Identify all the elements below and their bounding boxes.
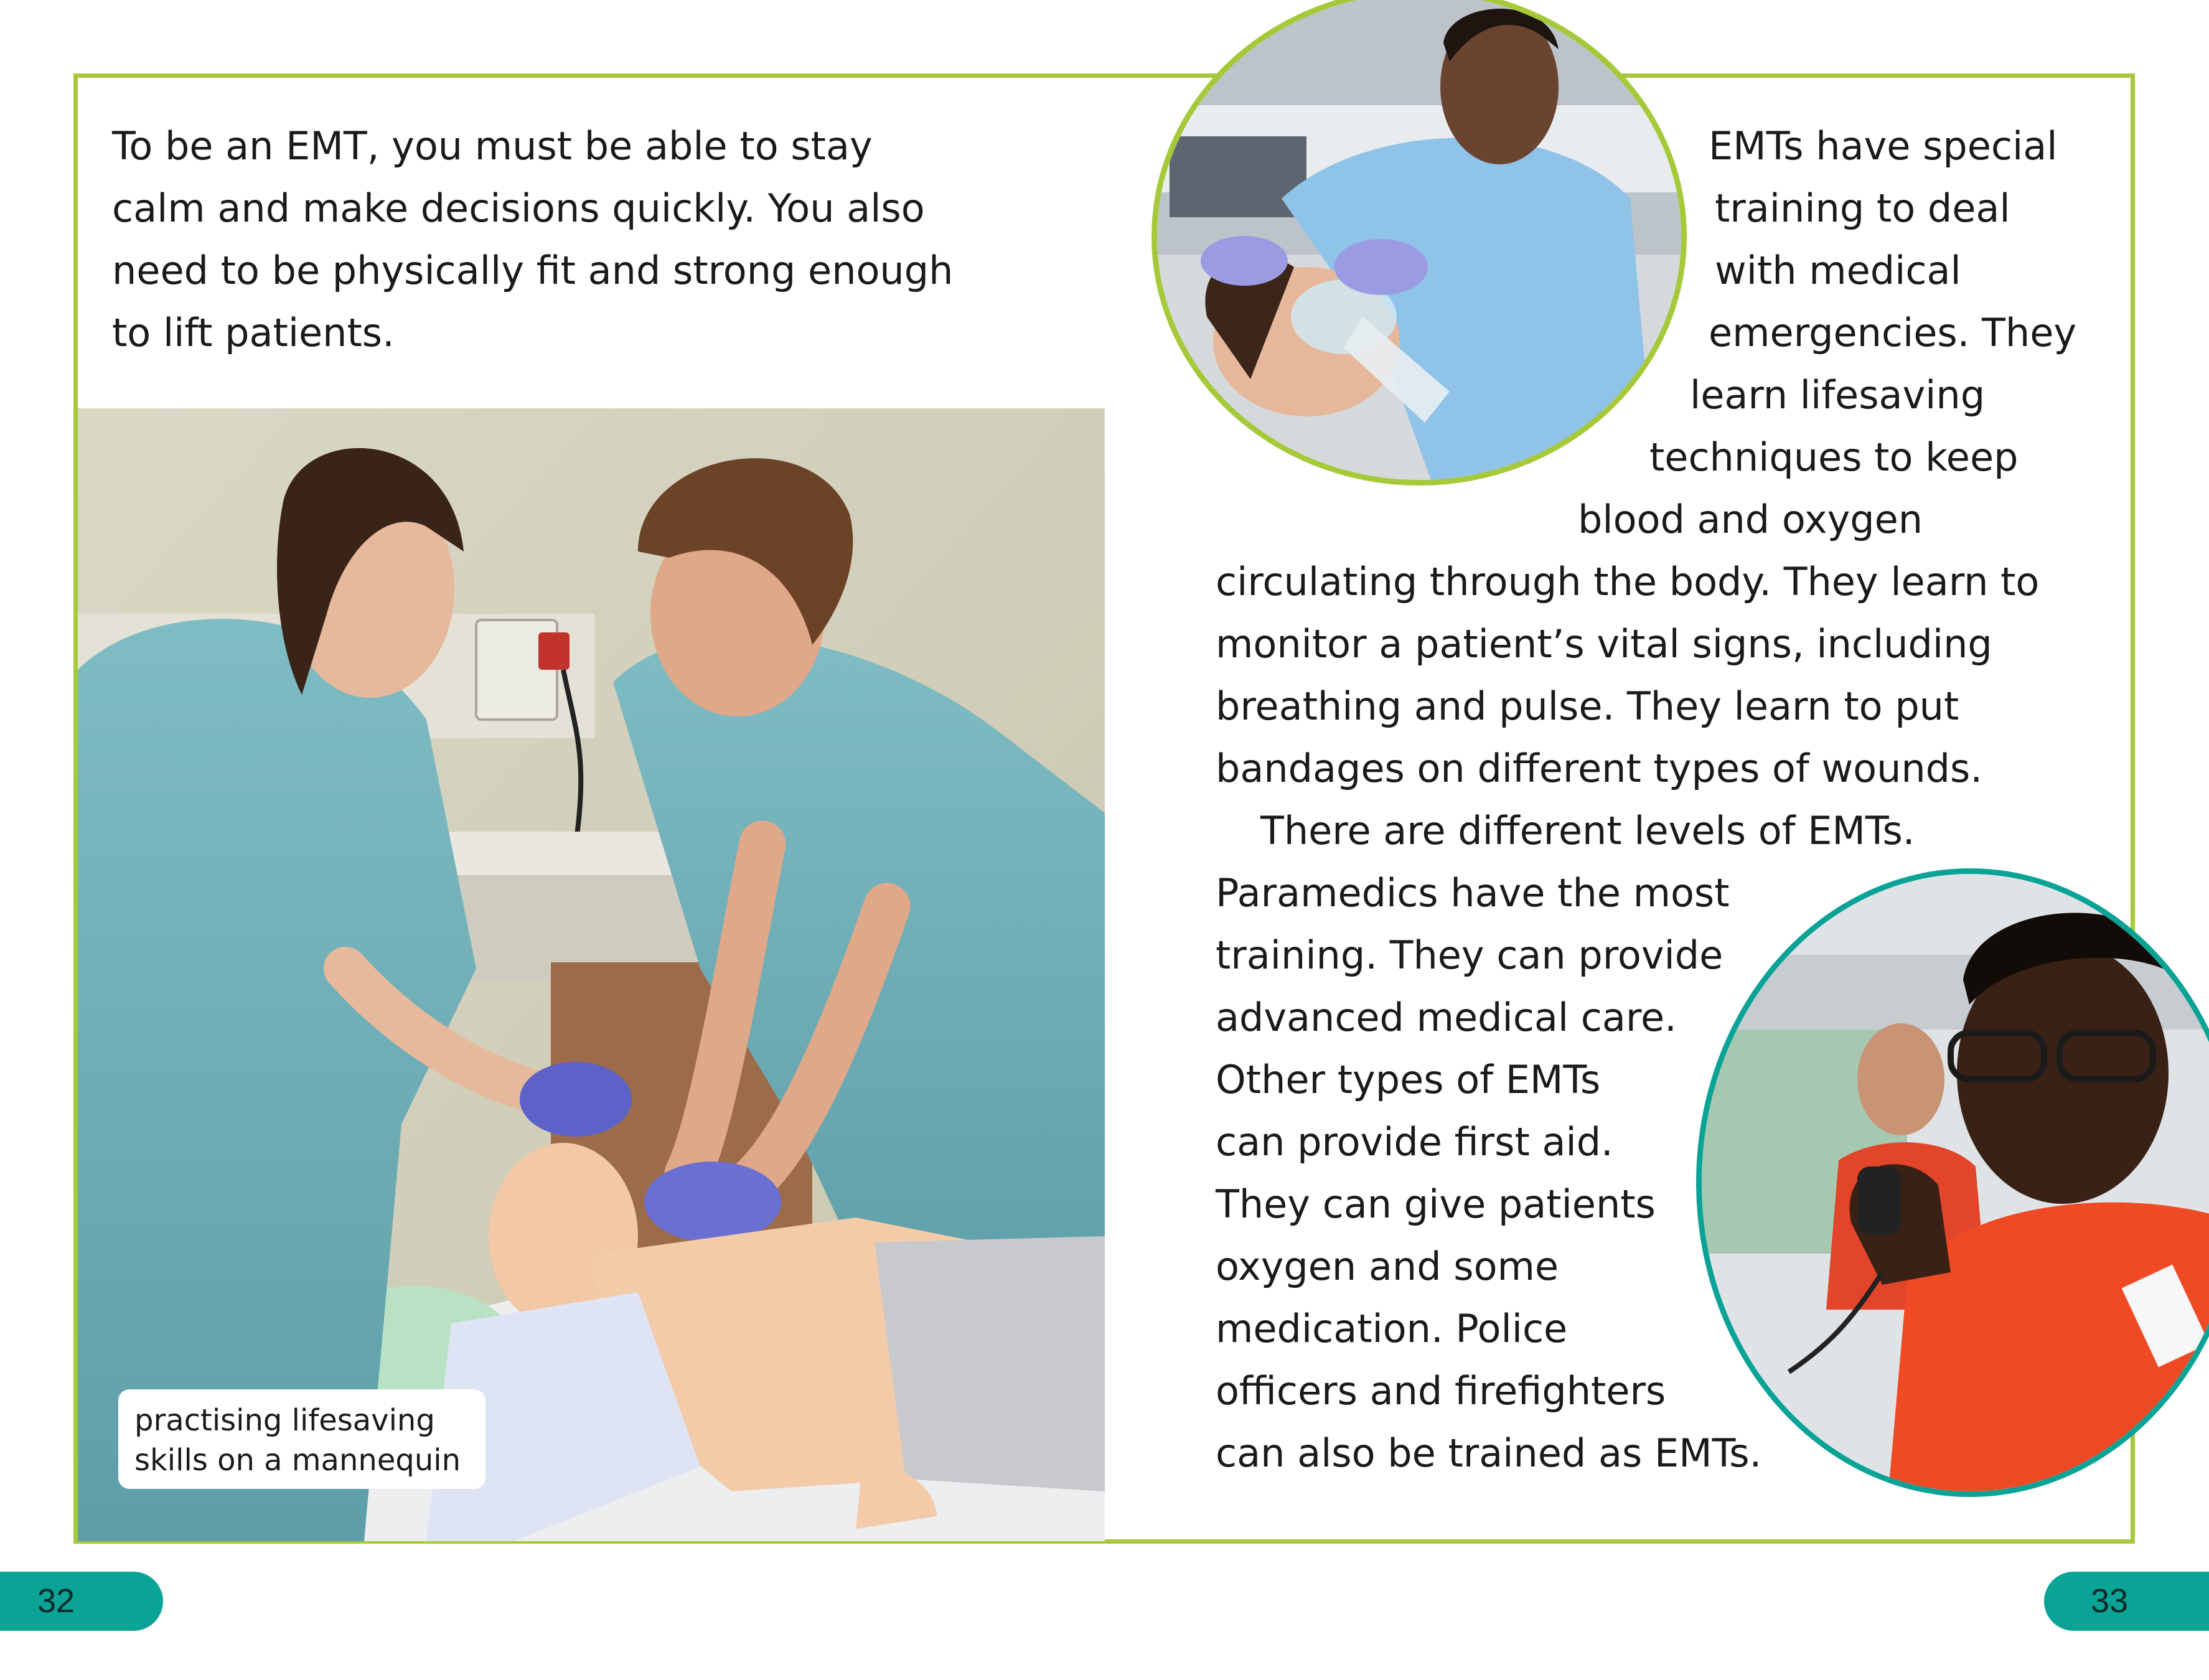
text-line: blood and oxygen — [1578, 497, 1923, 542]
caption-line: practising lifesaving — [134, 1403, 435, 1438]
text-line: calm and make decisions quickly. You also — [112, 185, 925, 231]
page-number-left: 32 — [0, 1572, 163, 1631]
text-line: monitor a patient’s vital signs, including — [1216, 621, 1992, 667]
text-line: oxygen and some — [1216, 1244, 1559, 1289]
text-line: to lift patients. — [112, 310, 395, 355]
text-line: They can give patients — [1216, 1181, 1656, 1227]
text-line: There are different levels of EMTs. — [1260, 808, 1915, 853]
text-line: circulating through the body. They learn to — [1216, 559, 2040, 604]
text-line: with medical — [1715, 248, 1961, 293]
text-line: medication. Police — [1216, 1306, 1568, 1351]
text-line: breathing and pulse. They learn to put — [1216, 683, 1959, 729]
text-line: training. They can provide — [1216, 932, 1724, 978]
text-line: need to be physically fit and strong enough — [112, 248, 954, 293]
text-line: training to deal — [1715, 185, 2010, 231]
page-number-right: 33 — [2044, 1572, 2209, 1631]
text-line: bandages on different types of wounds. — [1216, 746, 1983, 791]
right-body-paragraph — [0, 115, 2209, 1485]
text-line: EMTs have special — [1709, 123, 2058, 169]
text-line: Other types of EMTs — [1216, 1057, 1601, 1102]
text-line: officers and firefighters — [1216, 1368, 1666, 1414]
text-line: Paramedics have the most — [1216, 870, 1730, 916]
text-line: learn lifesaving — [1690, 372, 1986, 418]
text-line: advanced medical care. — [1216, 995, 1677, 1040]
text-line: To be an EMT, you must be able to stay — [112, 123, 873, 169]
text-line: can provide first aid. — [1216, 1119, 1613, 1165]
text-line: emergencies. They — [1709, 310, 2077, 355]
caption-line: skills on a mannequin — [134, 1443, 461, 1478]
text-line: techniques to keep — [1649, 434, 2019, 480]
text-line: can also be trained as EMTs. — [1216, 1430, 1762, 1476]
